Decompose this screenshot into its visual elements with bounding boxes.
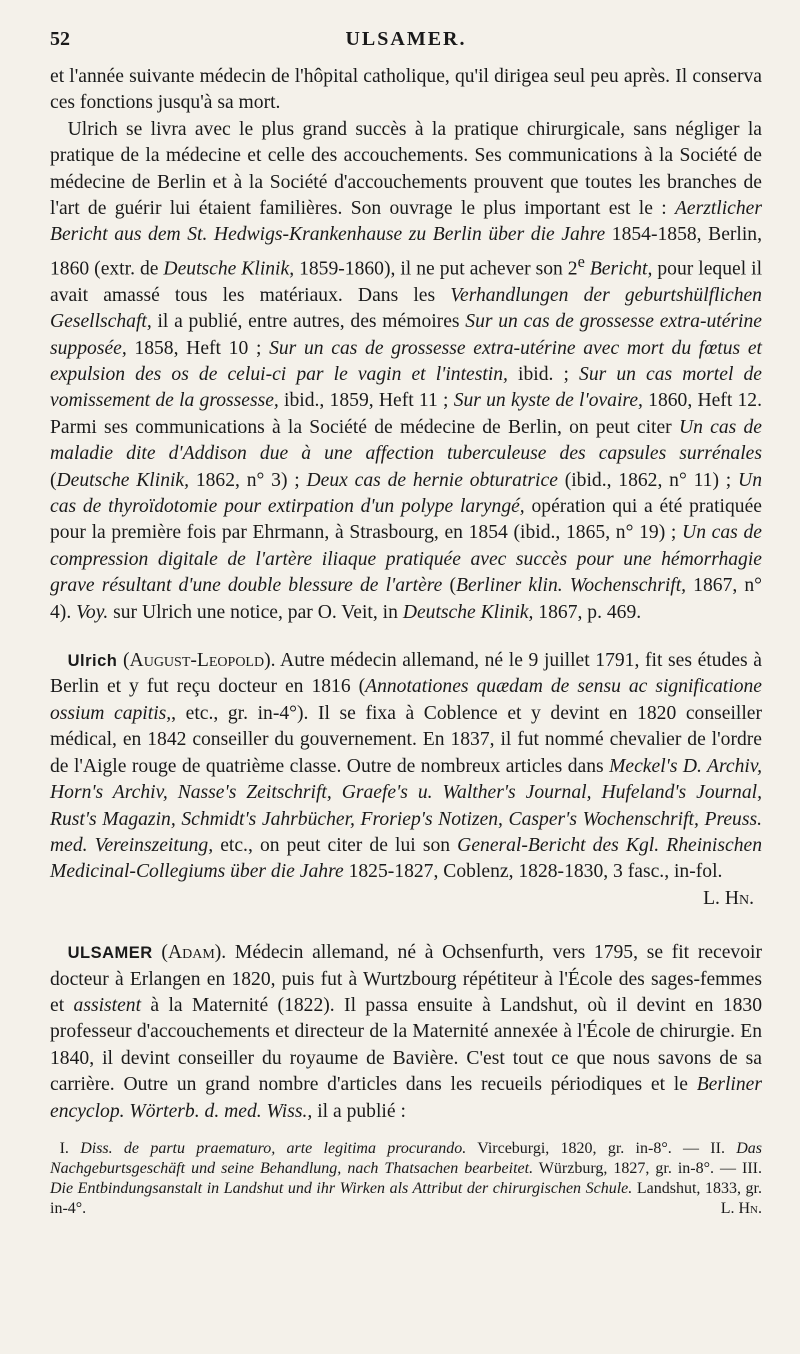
entry-ulsamer-adam: [50, 940, 762, 1125]
text-run: 1825-1827, Coblenz, 1828-1830, 3 fasc., in-fol.: [343, 861, 723, 883]
title-run: Sur un cas de grossesse extra-utérine supposée,: [50, 311, 762, 359]
title-run: Aerztlicher Bericht aus dem St. Hedwigs-Krankenhause zu Berlin über die Jahre: [50, 198, 762, 246]
works-list: [50, 1139, 762, 1219]
entry-given-names: (Adam).: [161, 942, 227, 964]
text-run: ibid. ;: [507, 364, 580, 385]
paragraph-continuation: [50, 64, 762, 117]
title-run: Berliner encyclop. Wörterb. d. med. Wiss.,: [50, 1074, 762, 1122]
text-run: , etc., gr. in-4°). Il se fixa à Coblence et y devint en 1820 conseiller médical, en 1842 conseiller du gouvernement. En 1837, il fut nommé chevalier de l'ordre de l'Aigle rouge de quatrième classe. Outre de nombreux articles dans: [50, 702, 762, 777]
title-run: Annotationes quædam de sensu ac significatione ossium capitis,: [50, 676, 762, 724]
paragraph-ulrich-works: [50, 117, 762, 626]
text-run: I.: [59, 1139, 81, 1157]
text-run: etc., on peut citer de lui son: [213, 834, 458, 856]
text-run: Médecin allemand, né à Ochsenfurth, vers 1795, se fit recevoir docteur à Erlangen en 1820, puis fut à Wurtzbourg répétiteur à l'École des sages-femmes et: [50, 942, 762, 1016]
text-run: opération qui a été pratiquée pour la première fois par Ehrmann, à Strasbourg, en 1854 (ibid., 1865, n° 19) ;: [50, 496, 762, 544]
text-run: (: [50, 469, 57, 491]
title-run: Deux cas de hernie obturatrice: [306, 469, 558, 491]
entry-given-names: (August-Leopold).: [123, 650, 276, 672]
title-run: Verhandlungen der geburtshülflichen Gesellschaft,: [50, 284, 762, 333]
text-run: 1859-1860), il ne put achever son 2: [294, 258, 578, 280]
text-run: il a publié, entre autres, des mémoires: [151, 311, 466, 333]
entry-headword: ULSAMER: [67, 944, 153, 963]
superscript: e: [577, 251, 585, 271]
text-run: 1854-1858, Berlin, 1860 (extr. de: [50, 224, 763, 280]
text-run: pour lequel il avait amassé tous les matériaux. Dans les: [50, 258, 763, 306]
title-run: Sur un cas mortel de vomissement de la grossesse,: [50, 364, 762, 412]
text-run: (: [442, 575, 457, 597]
text-run: Ulrich se livra avec le plus grand succès à la pratique chirurgicale, sans négliger la pratique de la médecine et celle des accouchements. Ses communications à la Société de médecine de Berlin et à la Société d'accouchements prouvent que toutes les branches de l'art de guérir lui étaient familières. Son ouvrage le plus important est le :: [50, 118, 762, 220]
article-body: [50, 64, 762, 1125]
text-run: 1860, Heft 12. Parmi ses communications à la Société de médecine de Berlin, on peut citer: [50, 390, 762, 438]
text-run: (ibid., 1862, n° 11) ;: [557, 469, 739, 491]
title-run: Deutsche Klinik,: [163, 258, 295, 280]
text-run: à la Maternité (1822). Il passa ensuite à Landshut, où il devint en 1830 professeur d'accouchements et directeur de la Maternité annexée à l'École de chirurgie. En 1840, il devint conseiller du royaume de Bavière. C'est tout ce que nous savons de sa carrière. Outre un grand nombre d'articles dans les recueils périodiques et le: [50, 994, 763, 1096]
author-signature: L. Hn.: [703, 887, 754, 909]
title-run: Die Entbindungsanstalt in Landshut und ihr Wirken als Attribut der chirurgischen Schule.: [50, 1179, 633, 1197]
title-run: General-Bericht des Kgl. Rheinischen Medicinal-Collegiums über die Jahre: [50, 834, 762, 883]
title-run: Sur un cas de grossesse extra-utérine avec mort du fœtus et expulsion des os de celui-ci par le vagin et l'intestin,: [50, 337, 762, 385]
text-run: Virceburgi, 1820, gr. in-8°. — II.: [466, 1139, 737, 1157]
title-run: Un cas de maladie dite d'Addison due à une affection tuberculeuse des capsules surrénales: [50, 416, 762, 465]
page-header: [50, 24, 762, 64]
title-run: Deutsche Klinik,: [56, 469, 190, 491]
title-run: Un cas de thyroïdotomie pour extirpation d'un polype laryngé,: [50, 469, 762, 518]
text-run: et l'année suivante médecin de l'hôpital catholique, qu'il dirigea seul peu après. Il conserva ces fonctions jusqu'à sa mort.: [50, 66, 762, 114]
text-run: ibid., 1859, Heft 11 ;: [278, 390, 454, 412]
title-run: Diss. de partu praematuro, arte legitima procurando.: [80, 1139, 467, 1157]
text-run: Würzburg, 1827, gr. in-8°. — III.: [533, 1159, 763, 1177]
text-run: 1858, Heft 10 ;: [126, 337, 270, 359]
title-run: Berliner klin. Wochenschrift,: [456, 575, 687, 597]
text-run: il a publié :: [312, 1100, 406, 1122]
text-run: 1867, p. 469.: [533, 601, 642, 623]
title-run: Das Nachgeburtsgeschäft und seine Behandlung, nach Thatsachen bearbeitet.: [50, 1139, 763, 1177]
title-run: Un cas de compression digitale de l'artère iliaque pratiquée avec succès pour une hémorrhagie grave résultant d'une double blessure de l'artère: [50, 522, 762, 597]
title-run: assistent: [73, 994, 142, 1016]
text-run: 1862, n° 3) ;: [189, 469, 307, 491]
author-signature: L. Hn.: [720, 1199, 762, 1217]
title-run: Deutsche Klinik,: [402, 601, 534, 623]
title-run: Voy.: [76, 601, 109, 623]
entry-headword: Ulrich: [67, 652, 118, 671]
entry-ulrich-august-leopold: [50, 648, 762, 886]
text-run: sur Ulrich une notice, par O. Veit, in: [108, 601, 403, 623]
text-run: 1867, n° 4).: [50, 575, 763, 623]
title-run: Bericht,: [589, 258, 653, 280]
signature-line: [50, 886, 762, 912]
text-run: Autre médecin allemand, né le 9 juillet 1791, fit ses études à Berlin et y fut reçu docteur en 1816 (: [50, 650, 763, 698]
title-run: Sur un kyste de l'ovaire,: [453, 390, 643, 412]
text-run: Landshut, 1833, gr. in-4°.: [50, 1179, 763, 1217]
title-run: Meckel's D. Archiv, Horn's Archiv, Nasse's Zeitschrift, Graefe's u. Walther's Journal, Hufeland's Journal, Rust's Magazin, Schmidt's Jahrbücher, Froriep's Notizen, Casper's Wochenschrift, Preuss. med. Vereinszeitung,: [50, 755, 762, 856]
running-head: ULSAMER.: [345, 28, 467, 50]
page-number: 52: [50, 28, 70, 50]
